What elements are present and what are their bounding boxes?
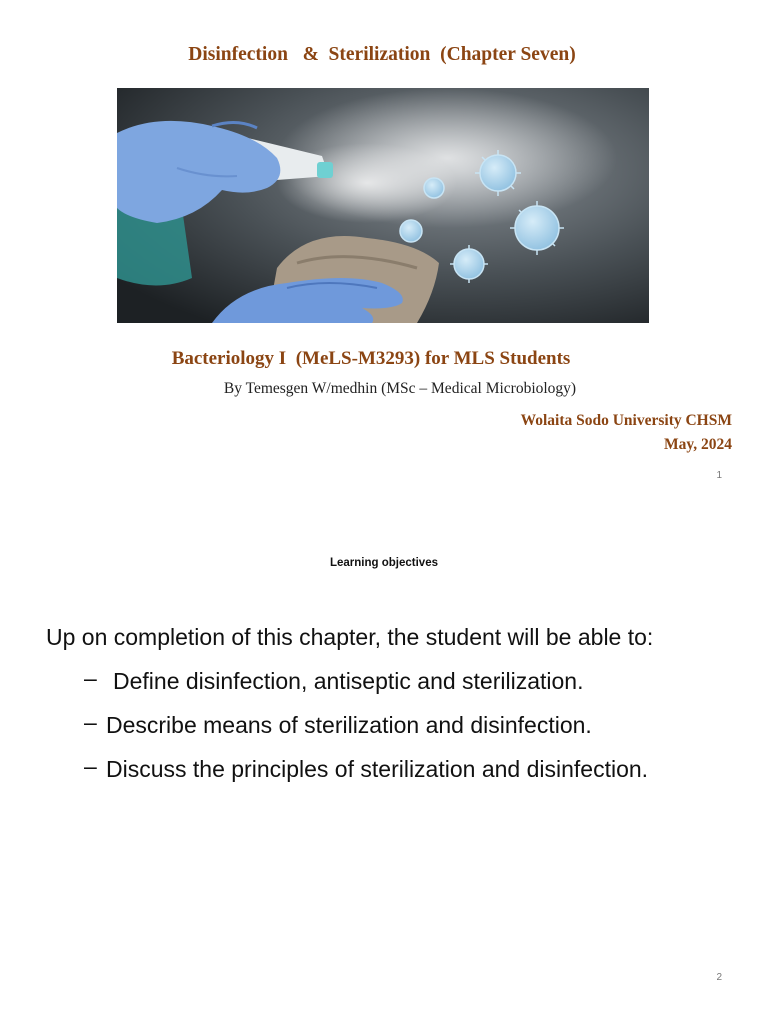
list-item — [84, 665, 648, 712]
university-name: Wolaita Sodo University CHSM — [520, 412, 732, 429]
disinfection-photo — [117, 88, 649, 323]
dash-bullet: – — [84, 753, 97, 779]
bullet-text: Discuss the principles of sterilization and disinfection. — [106, 756, 649, 782]
dash-bullet: – — [84, 665, 97, 691]
bullet-text: Describe means of sterilization and disinfection. — [106, 712, 592, 738]
objectives-list — [84, 665, 649, 800]
list-item — [84, 709, 648, 756]
presentation-date: May, 2024 — [663, 436, 732, 453]
slide-2 — [0, 500, 768, 1024]
dash-bullet: – — [84, 709, 97, 735]
page-number: 1 — [716, 470, 722, 481]
list-item — [84, 753, 649, 800]
course-title: Bacteriology I (MeLS-M3293) for MLS Students — [171, 348, 571, 369]
slide-1 — [0, 0, 768, 500]
slide-title: Disinfection & Sterilization (Chapter Seven) — [188, 44, 576, 65]
bullet-text: Define disinfection, antiseptic and sterilization. — [113, 668, 584, 694]
slide-title: Learning objectives — [329, 557, 438, 569]
author-line: By Temesgen W/medhin (MSc – Medical Microbiology) — [223, 380, 577, 397]
page-number: 2 — [716, 972, 722, 983]
lead-text: Up on completion of this chapter, the student will be able to: — [46, 624, 654, 650]
